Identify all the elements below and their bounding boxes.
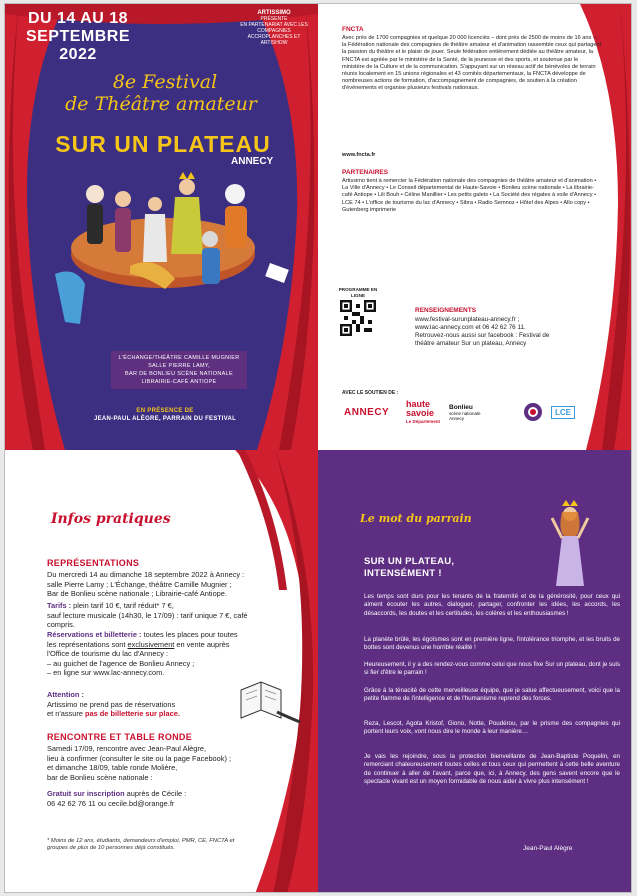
- festival-type: de Théâtre amateur: [65, 93, 257, 115]
- info-tourism[interactable]: www.lac-annecy.com et 06 42 62 76 11.: [415, 324, 526, 331]
- cover-panel: [5, 4, 318, 450]
- prices-value: plein tarif 10 €, tarif réduit* 7 €,: [73, 601, 174, 610]
- festival-edition: 8e Festival: [112, 71, 218, 93]
- attention-line: et n'assure: [47, 709, 85, 719]
- info-facebook-name: théâtre amateur Sur un plateau, Annecy: [415, 340, 527, 347]
- fncta-title: FNCTA: [342, 26, 364, 33]
- support-caption: AVEC LE SOUTIEN DE :: [342, 390, 399, 396]
- registration-contact[interactable]: 06 42 62 76 11 ou cecile.bd@orange.fr: [47, 798, 175, 808]
- performances-line: Bar de Bonlieu scène nationale ; Librairie-café Antiope.: [47, 589, 227, 599]
- footnote: * Moins de 12 ans, étudiants, demandeurs d'emploi, PMR, CE, FNCTA et groupes de plus de 10 personnes déjà constitués.: [47, 838, 235, 852]
- meeting-text: [47, 744, 262, 782]
- booking-label: Réservations et billetterie :: [47, 630, 142, 639]
- festival-dates: DU 14 AU 18 SEPTEMBRE 2022: [25, 10, 131, 63]
- booking-text: [47, 630, 262, 678]
- booking-line: les représentations sont: [47, 639, 128, 649]
- bonlieu-city: Annecy: [449, 416, 465, 421]
- heading-line: INTENSÉMENT !: [364, 568, 442, 579]
- godfather-paragraph: Heureusement, il y a des rendez-vous comme celui que nous fixe Sur un plateau, dont je suis si fier d'être le parrain !: [364, 661, 620, 677]
- partners-text: Artissimo tient à remercier la Fédération nationale des compagnies de théâtre amateur et d'animation • La Ville d'Annecy • Le Conseil départemental de Haute-Savoie • Bonlieu scène nationale • La librairie-café Antiope • Lili Bouh • Céline Manillier • Les petits galets • La Société des régates à voile d'Annecy • LCE 74 • L'office de tourisme du lac d'Annecy • Sibra • Radio Semnoz • Hôtel des Alpes • Allo copy • Gutenberg imprimerie: [342, 178, 597, 213]
- qr-caption: PROGRAMME EN LIGNE: [338, 287, 378, 298]
- godfather-word-title: Le mot du parrain: [360, 512, 472, 525]
- godfather-paragraph: La planète brûle, les égoïsmes sont en première ligne, l'intolérance triomphe, et les bruits de bottes sont devenus une horrible réalité !: [364, 636, 620, 652]
- practical-info-panel: [5, 450, 318, 893]
- heading-line: SUR UN PLATEAU,: [364, 556, 455, 567]
- godfather-presence: [85, 407, 245, 423]
- partners-panel: [318, 4, 632, 450]
- attention-text: [47, 690, 262, 719]
- venue-line: LIBRAIRIE-CAFÉ ANTIOPE: [141, 379, 217, 385]
- godfather-paragraph: Reza, Lescot, Agota Kristof, Giono, Notte, Poudérou, par le prisme des compagnies qui portent leurs voix, vont nous dire le monde à leur manière…: [364, 720, 620, 736]
- prices-text: [47, 601, 272, 630]
- presence-label: EN PRÉSENCE DE: [136, 408, 194, 414]
- prices-label: Tarifs :: [47, 601, 72, 610]
- info-block: [415, 316, 605, 348]
- regates-logo-icon: [523, 402, 543, 422]
- annecy-logo: ANNECY: [344, 407, 390, 418]
- bonlieu-subtitle: scène nationale: [449, 411, 481, 416]
- performances-title: REPRÉSENTATIONS: [47, 558, 140, 568]
- registration-intro: auprès de Cécile :: [124, 789, 187, 798]
- festival-title: SUR UN PLATEAU: [55, 131, 271, 157]
- performances-text: [47, 570, 262, 599]
- organizer-name: ARTISSIMO: [257, 10, 291, 16]
- meeting-line: lieu à confirmer (consulter le site ou la page Facebook) ;: [47, 753, 232, 763]
- attention-line: Artissimo ne prend pas de réservations: [47, 699, 176, 709]
- info-title: RENSEIGNEMENTS: [415, 307, 477, 314]
- info-website[interactable]: www.festival-surunplateau-annecy.fr ;: [415, 316, 520, 323]
- venues-box: [111, 351, 247, 389]
- info-facebook: Retrouvez-nous aussi sur facebook : Festival de: [415, 332, 550, 339]
- prices-exception: sauf lecture musicale (14h30, le 17/09) : tarif unique 7 €, café compris.: [47, 610, 248, 630]
- partners-title: PARTENAIRES: [342, 169, 389, 176]
- registration-label: Gratuit sur inscription: [47, 789, 125, 798]
- brochure-sheet: [4, 3, 632, 893]
- godfather-heading: [364, 556, 454, 580]
- godfather-word-panel: [318, 450, 632, 893]
- booking-office: l'Office de tourisme du lac d'Annecy :: [47, 649, 168, 659]
- godfather-paragraph: Les temps sont durs pour les tenants de la fraternité et de la générosité, pour ceux qui aiment écouter les autres, dialoguer, partager, confronter les idées, les accords, les désaccords, les doutes et les certitudes, les colères et les enthousiasmes !: [364, 593, 620, 617]
- booking-intro: toutes les places pour toutes: [143, 630, 238, 639]
- practical-info-title: Infos pratiques: [51, 511, 171, 527]
- qr-code-icon[interactable]: [340, 300, 376, 336]
- attention-label: Attention :: [47, 690, 84, 699]
- booking-exclusive: exclusivement: [127, 639, 175, 649]
- godfather-paragraph: Je vais les rejoindre, sous la protection bienveillante de Jean-Baptiste Poquelin, en remerciant chaleureusement toutes celles et tous ceux qui permettent à cette belle aventure de continuer à aller de l'avant, parce que, ici, à Annecy, des gens savent encore que le spectacle vivant est un moyen formidable de nous aider à vivre plus intensément !: [364, 753, 620, 785]
- meeting-line: et dimanche 18/09, table ronde Molière,: [47, 763, 178, 773]
- organizer-presents: PRÉSENTE: [260, 16, 288, 22]
- festival-city: ANNECY: [231, 156, 274, 167]
- queen-illustration: [550, 500, 590, 590]
- fncta-text: Avec près de 1700 compagnies et quelque 20 000 licenciés – dont près de 2500 de moins de 16 ans –, la Fédération nationale des compagnies de théâtre amateur et d'animation rassemble ceux qui partagent la passion du théâtre et le plaisir de jouer. Seule fédération entièrement dédiée au théâtre amateur, la FNCTA est agréée par le ministère de la Santé, de la jeunesse et des sports, et soutenue par le ministère de la Culture et de la communication. S'appuyant sur un réseau actif de bénévoles de terrain réunis localement en 15 unions régionales et 43 comités départementaux, la FNCTA développe de nombreuses actions de formation, d'accompagnement de compagnies, de soutien à la création d'événements et organise plusieurs festivals nationaux.: [342, 35, 602, 92]
- performances-line: salle Pierre Lamy ; L'Échange, théâtre Camille Mugnier ;: [47, 579, 232, 589]
- venue-line: L'ÉCHANGE/THÉÂTRE CAMILLE MUGNIER: [118, 355, 240, 361]
- lce-logo: LCE: [551, 406, 575, 419]
- fncta-link[interactable]: www.fncta.fr: [342, 152, 376, 158]
- booking-online-link[interactable]: – en ligne sur www.lac-annecy.com.: [47, 668, 165, 678]
- meeting-line: Samedi 17/09, rencontre avec Jean-Paul Alègre,: [47, 744, 206, 753]
- godfather-paragraph: Grâce à la ténacité de cette merveilleuse équipe, que je salue affectueusement, voici que la petite flamme de l'intelligence et de l'humanisme reprend des forces.: [364, 687, 620, 703]
- venue-line: SALLE PIERRE LAMY,: [148, 363, 210, 369]
- performances-line: Du mercredi 14 au dimanche 18 septembre 2022 à Annecy :: [47, 570, 245, 579]
- haute-savoie-logo: haute savoie: [406, 399, 435, 418]
- booking-counter: – au guichet de l'agence de Bonlieu Annecy ;: [47, 658, 195, 668]
- godfather-signature: Jean-Paul Alègre: [523, 845, 573, 852]
- booking-line: en vente auprès: [174, 639, 230, 649]
- meeting-line: bar de Bonlieu scène nationale :: [47, 772, 153, 782]
- organizer-credit: [239, 10, 309, 46]
- registration-text: [47, 789, 262, 808]
- departement-label: Le Département: [406, 419, 441, 424]
- attention-warning: pas de billetterie sur place.: [84, 709, 180, 719]
- venue-line: BAR DE BONLIEU SCÈNE NATIONALE: [125, 371, 233, 377]
- meeting-title: RENCONTRE ET TABLE RONDE: [47, 732, 193, 742]
- presence-name: JEAN-PAUL ALÈGRE, PARRAIN DU FESTIVAL: [93, 416, 237, 422]
- bonlieu-logo: Bonlieu: [449, 404, 473, 411]
- organizer-partners: EN PARTENARIAT AVEC LES COMPAGNIES ACCROPLANCHES ET ARTISHOW: [240, 22, 308, 46]
